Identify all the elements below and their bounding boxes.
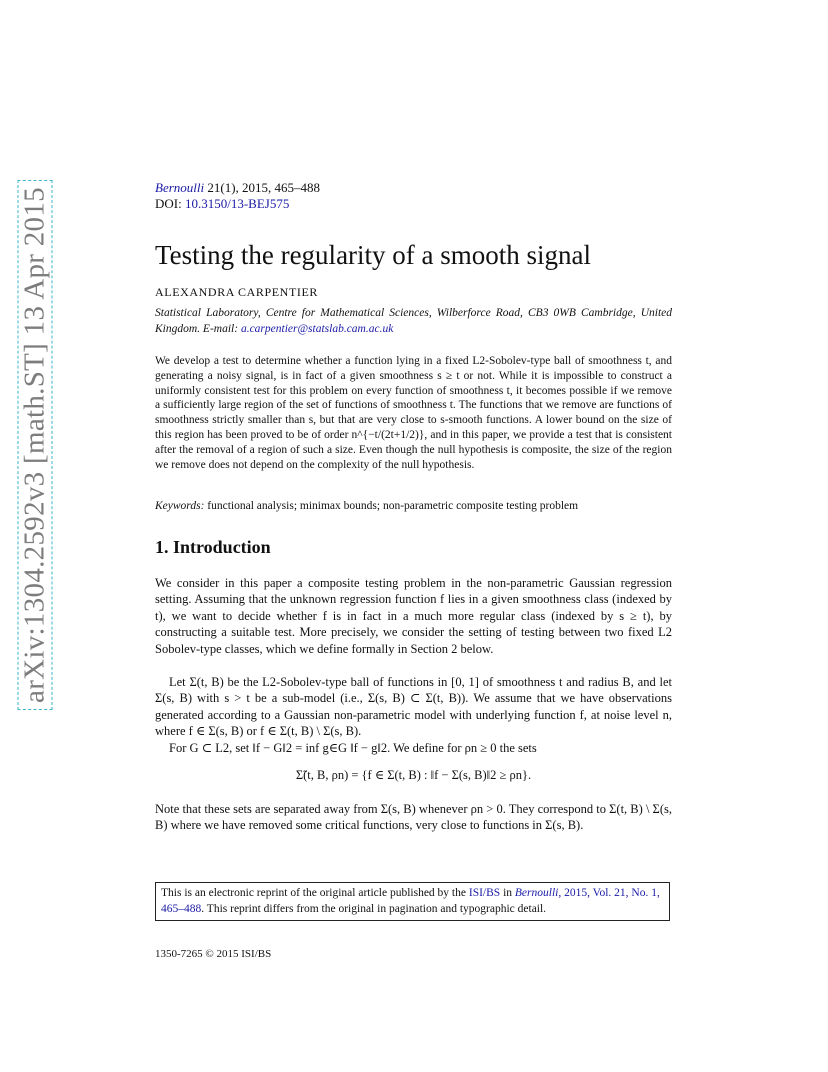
paper-title: Testing the regularity of a smooth signal — [155, 240, 592, 270]
journal-name-link[interactable]: Bernoulli — [155, 180, 205, 195]
reprint-text-2: in — [500, 887, 515, 899]
email-link[interactable]: a.carpentier@statslab.cam.ac.uk — [240, 322, 394, 335]
isibs-link[interactable]: ISI/BS — [468, 887, 501, 899]
keywords-label: Keywords: — [155, 500, 205, 512]
paragraph-4: Note that these sets are separated away from Σ(s, B) whenever ρn > 0. They correspond to Σ(t, B) \ Σ(s, B) where we have removed some critical functions, very close to functions in Σ(s, B). — [155, 802, 672, 833]
doi-label: DOI: — [155, 196, 185, 211]
doi-link[interactable]: 10.3150/13-BEJ575 — [184, 196, 290, 211]
keywords-list: functional analysis; minimax bounds; non-parametric composite testing problem — [204, 500, 579, 512]
author-name: ALEXANDRA CARPENTIER — [155, 285, 319, 299]
journal-info — [155, 180, 672, 212]
paragraph-3: For G ⊂ L2, set ‖f − G‖2 = inf g∈G ‖f − g‖2. We define for ρn ≥ 0 the sets — [169, 741, 537, 755]
display-equation: Σ̃(t, B, ρn) = {f ∈ Σ(t, B) : ‖f − Σ(s, B)‖2 ≥ ρn}. — [295, 768, 532, 782]
section-heading: 1. Introduction — [155, 537, 271, 557]
arxiv-identifier — [18, 187, 52, 703]
volume-link[interactable]: 2015, Vol. 21, No. 1, 465–488 — [161, 887, 660, 915]
doi-line — [155, 196, 672, 212]
paragraph-2: Let Σ(t, B) be the L2-Sobolev-type ball of functions in [0, 1] of smoothness t and radius B, and let Σ(s, B) with s > t be a sub-model (i.e., Σ(s, B) ⊂ Σ(t, B)). We assume that we have observations generated according to a Gaussian non-parametric model with underlying function f, at noise level n, where f ∈ Σ(s, B) or f ∈ Σ(t, B) \ Σ(s, B). — [155, 675, 672, 739]
affiliation — [155, 306, 672, 337]
paragraph-1: We consider in this paper a composite testing problem in the non-parametric Gaussian regression setting. Assuming that the unknown regression function f lies in a given smoothness class (indexed by t), we want to decide whether f is in fact in a much more regular class (indexed by s ≥ t), by constructing a suitable test. More precisely, we consider the setting of testing between two fixed L2 Sobolev-type classes, which we define formally in Section 2 below. — [155, 576, 672, 656]
reprint-notice — [155, 882, 670, 921]
affiliation-text: Statistical Laboratory, Centre for Mathematical Sciences, Wilberforce Road, CB3 0WB Cambridge, United Kingdom. E-mail: — [155, 307, 672, 335]
journal-citation — [155, 180, 672, 196]
bernoulli-link[interactable]: Bernoulli, — [514, 887, 562, 899]
arxiv-identifier-text: arXiv:1304.2592v3 [math.ST] 13 Apr 2015 — [18, 180, 53, 710]
issn-copyright: 1350-7265 © 2015 ISI/BS — [155, 948, 272, 960]
journal-volume: 21(1), 2015, 465–488 — [204, 180, 321, 195]
reprint-text-1: This is an electronic reprint of the original article published by the — [161, 887, 469, 899]
abstract: We develop a test to determine whether a function lying in a fixed L2-Sobolev-type ball of smoothness t, and generating a noisy signal, is in fact of a given smoothness s ≥ t or not. While it is impossible to construct a uniformly consistent test for this problem on every function of smoothness t, it becomes possible if we remove a sufficiently large region of the set of functions of smoothness t. The functions that we remove are functions of smoothness strictly smaller than s, but that are very close to s-smooth functions. A lower bound on the size of this region has been proved to be of order n^{−t/(2t+1/2)}, and in this paper, we provide a test that is consistent after the removal of a region of such a size. Even though the null hypothesis is composite, the size of the region we remove does not depend on the complexity of the null hypothesis. — [155, 355, 672, 471]
reprint-text-3: . This reprint differs from the original in pagination and typographic detail. — [201, 902, 547, 915]
keywords — [155, 499, 672, 514]
